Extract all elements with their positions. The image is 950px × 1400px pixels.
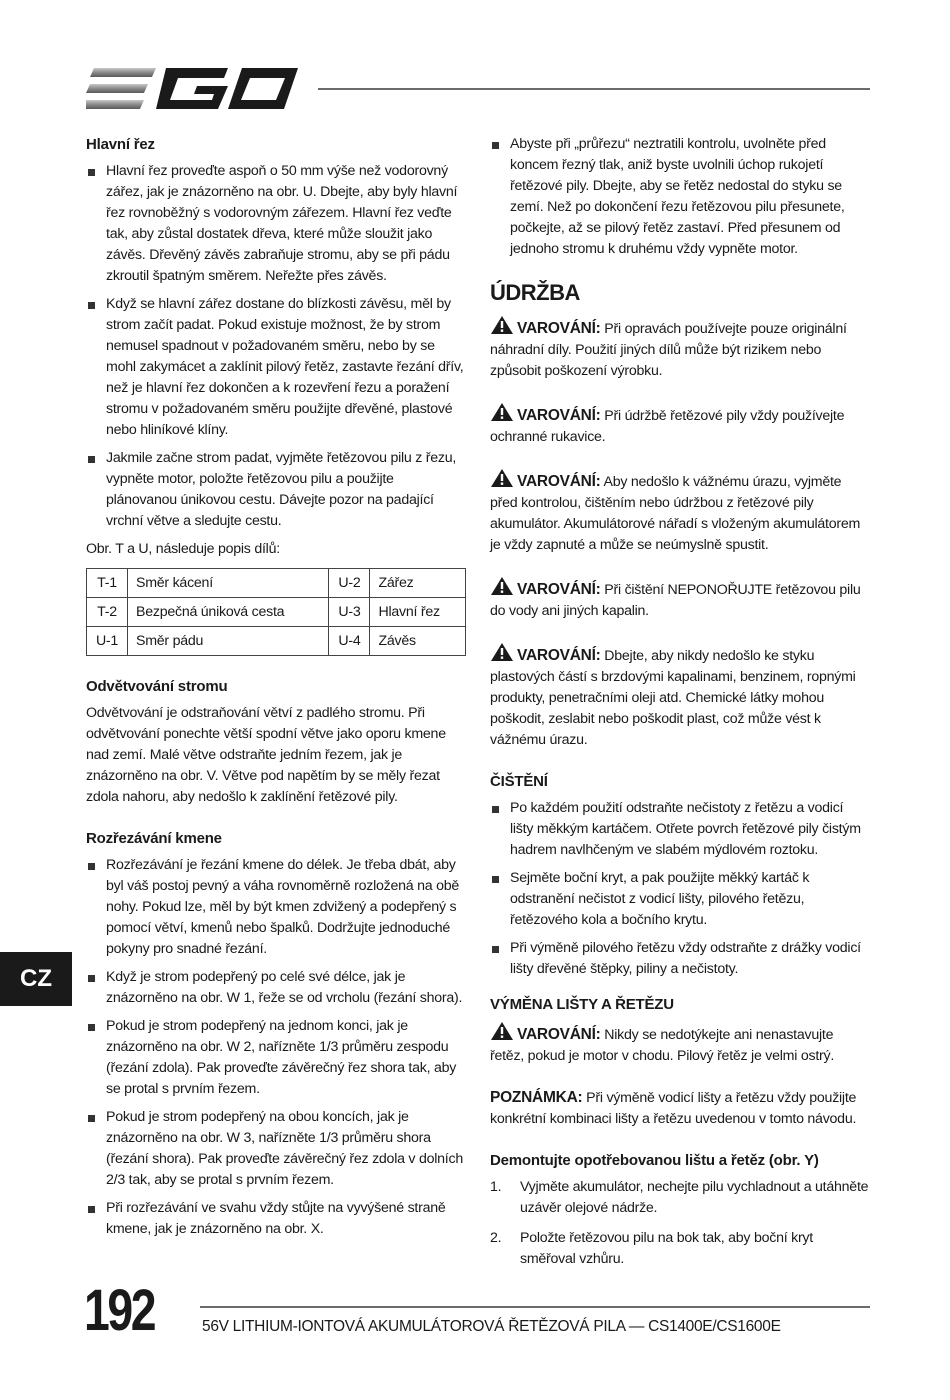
language-tab: CZ [0,952,72,1006]
warning-triangle-icon [490,468,514,488]
page-number: 192 [84,1278,155,1343]
table-cell: T-2 [87,598,128,627]
warning-triangle-icon [490,642,514,662]
warning-triangle-icon [490,576,514,596]
bucking-list [86,855,466,1240]
replace-bar-chain-title: VÝMĚNA LIŠTY A ŘETĚZU [490,996,674,1013]
right-column [490,134,870,1279]
warning-label: VAROVÁNÍ: [517,473,601,490]
table-caption: Obr. T a U, následuje popis dílů: [86,541,280,557]
parts-table [86,568,466,656]
section-title-main-cut: Hlavní řez [86,136,155,153]
warning-label: VAROVÁNÍ: [517,407,601,424]
list-item: Po každém použití odstraňte nečistoty z řetězu a vodicí lišty měkkým kartáčem. Otřete povrch řetězové pily čistým hadrem navlhčeným ve slabém mýdlovém roztoku. [490,798,870,861]
table-cell: U-4 [329,627,370,656]
bullet-square-icon [492,806,499,813]
main-cut-list [86,161,466,532]
cleaning-list [490,798,870,980]
table-cell: U-2 [329,569,370,598]
bullet-square-icon [492,142,499,149]
maintenance-title: ÚDRŽBA [490,280,580,305]
warning-block: VAROVÁNÍ: Při čištění NEPONOŘUJTE řetězovou pilu do vody ani jiných kapalin. [490,576,870,622]
bullet-square-icon [88,1115,95,1122]
section-title-limbing: Odvětvování stromu [86,678,228,695]
table-cell: Bezpečná úniková cesta [128,598,329,627]
footer-rule [200,1306,870,1308]
warning-block: VAROVÁNÍ: Při opravách používejte pouze originální náhradní díly. Použití jiných dílů může být rizikem nebo způsobit poškození výrobku. [490,315,870,382]
bullet-square-icon [88,1206,95,1213]
warning-triangle-icon [490,315,514,335]
list-item: Jakmile začne strom padat, vyjměte řetězovou pilu z řezu, vypněte motor, položte řetězovou pilu a použijte plánovanou únikovou cestu. Dávejte pozor na padající vrchní větve a sledujte cestu. [86,448,466,532]
bullet-square-icon [88,975,95,982]
list-item: Rozřezávání je řezání kmene do délek. Je třeba dbát, aby byl váš postoj pevný a váha rovnoměrně rozložená na obě nohy. Pokud lze, měl by být kmen zdvižený a podepřený s pomocí větví, kmenů nebo špalků. Dodržujte jednoduché pokyny pro snadné řezání. [86,855,466,960]
bullet-square-icon [492,876,499,883]
list-item: 1. Vyjměte akumulátor, nechejte pilu vychladnout a utáhněte uzávěr olejové nádrže. [490,1179,869,1216]
list-item: Když je strom podepřený po celé své délce, jak je znázorněno na obr. W 1, řeže se od vrcholu (řezání shora). [86,967,466,1009]
list-item: Když se hlavní zářez dostane do blízkosti závěsu, měl by strom začít padat. Pokud existuje možnost, že by strom nemusel spadnout v požadovaném směru, nebo by se mohl zakymácet a zaklínit pilový řetěz, zastavte řezání dřív, než je hlavní řez dokončen a k rozevření řezu a poražení stromu v požadovaném směru použijte dřevěné, plastové nebo hliníkové klíny. [86,294,466,441]
list-item: Pokud je strom podepřený na jednom konci, jak je znázorněno na obr. W 2, nařízněte 1/3 průměru zespodu (řezání zdola). Pak proveďte závěrečný řez shora tak, aby se protal s prvním řezem. [86,1016,466,1100]
warning-block: VAROVÁNÍ: Při údržbě řetězové pily vždy používejte ochranné rukavice. [490,402,870,448]
table-cell: Zářez [370,569,466,598]
warning-block: VAROVÁNÍ: Aby nedošlo k vážnému úrazu, vyjměte před kontrolou, čištěním nebo údržbou z řetězové pily akumulátor. Akumulátorové nářadí s vloženým akumulátorem je vždy zapnuté a může se neúmyslně spustit. [490,468,870,556]
warning-triangle-icon [490,1021,514,1041]
table-cell: U-3 [329,598,370,627]
list-item: 2. Položte řetězovou pilu na bok tak, aby boční kryt směřoval vzhůru. [490,1230,813,1267]
bullet-square-icon [88,456,95,463]
table-cell: U-1 [87,627,128,656]
table-cell: Směr pádu [128,627,329,656]
bullet-square-icon [88,302,95,309]
warning-label: VAROVÁNÍ: [517,1026,601,1043]
cleaning-title: ČIŠTĚNÍ [490,773,548,790]
bullet-square-icon [88,863,95,870]
bullet-square-icon [88,1024,95,1031]
intro-list [490,134,870,260]
note-label: POZNÁMKA: [490,1089,583,1106]
table-row [87,627,466,656]
list-item: Při výměně pilového řetězu vždy odstraňte z drážky vodicí lišty dřevěné štěpky, piliny a nečistoty. [490,938,870,980]
steps-list [490,1177,870,1270]
list-item: Pokud je strom podepřený na obou koncích, jak je znázorněno na obr. W 3, nařízněte 1/3 průměru shora (řezání shora). Pak proveďte závěrečný řez zdola v dolních 2/3 tak, aby se protal s prvním řezem. [86,1107,466,1191]
list-item: Sejměte boční kryt, a pak použijte měkký kartáč k odstranění nečistot z vodicí lišty, pilového řetězu, řetězového kola a bočního krytu. [490,868,870,931]
bullet-square-icon [88,169,95,176]
footer-title: 56V LITHIUM-IONTOVÁ AKUMULÁTOROVÁ ŘETĚZOVÁ PILA — CS1400E/CS1600E [202,1318,781,1335]
table-row [87,598,466,627]
warning-label: VAROVÁNÍ: [517,647,601,664]
list-item: Abyste při „průřezu“ neztratili kontrolu, uvolněte před koncem řezný tlak, aniž byste uvolnili úchop rukojetí řetězové pily. Dbejte, aby se řetěz nedostal do styku se zemí. Než po dokončení řezu řetězovou pilu přesunete, počkejte, až se pilový řetěz zastaví. Před přesunem od jednoho stromu k druhému vždy vypněte motor. [490,134,870,260]
warning-triangle-icon [490,402,514,422]
limbing-paragraph: Odvětvování je odstraňování větví z padlého stromu. Při odvětvování ponechte větší spodní větve jako oporu kmene nad zemí. Malé větve odstraňte jedním řezem, jak je znázorněno na obr. V. Větve pod napětím by se měly řezat zdola nahoru, aby nedošlo k zaklínění řetězové pily. [86,705,446,805]
warning-label: VAROVÁNÍ: [517,581,601,598]
bullet-square-icon [492,946,499,953]
warning-block: VAROVÁNÍ: Dbejte, aby nikdy nedošlo ke styku plastových částí s brzdovými kapalinami, benzinem, ropnými produkty, penetračními oleji atd. Chemické látky mohou poškodit, zeslabit nebo poškodit plast, což může vést k vážnému úrazu. [490,642,870,751]
section-title-bucking: Rozřezávání kmene [86,830,222,847]
header-rule [318,88,870,90]
table-cell: Směr kácení [128,569,329,598]
ego-logo [86,64,300,114]
table-row [87,569,466,598]
warning-label: VAROVÁNÍ: [517,320,601,337]
list-item: Hlavní řez proveďte aspoň o 50 mm výše než vodorovný zářez, jak je znázorněno na obr. U. Dbejte, aby byly hlavní řez rovnoběžný s vodorovným zářezem. Hlavní řez veďte tak, aby zůstal dostatek dřeva, které může sloužit jako závěs. Dřevěný závěs zabraňuje stromu, aby se při pádu zkroutil špatným směrem. Neřežte přes závěs. [86,161,466,287]
note-block: POZNÁMKA: Při výměně vodicí lišty a řetězu vždy použijte konkrétní kombinaci lišty a řetězu uvedenou v tomto návodu. [490,1089,857,1127]
left-column [86,134,466,1247]
table-cell: Závěs [370,627,466,656]
remove-bar-chain-title: Demontujte opotřebovanou lištu a řetěz (obr. Y) [490,1152,819,1169]
table-cell: Hlavní řez [370,598,466,627]
warning-block: VAROVÁNÍ: Nikdy se nedotýkejte ani nenastavujte řetěz, pokud je motor v chodu. Pilový řetěz je velmi ostrý. [490,1021,870,1067]
table-cell: T-1 [87,569,128,598]
list-item: Při rozřezávání ve svahu vždy stůjte na vyvýšené straně kmene, jak je znázorněno na obr. X. [86,1198,466,1240]
